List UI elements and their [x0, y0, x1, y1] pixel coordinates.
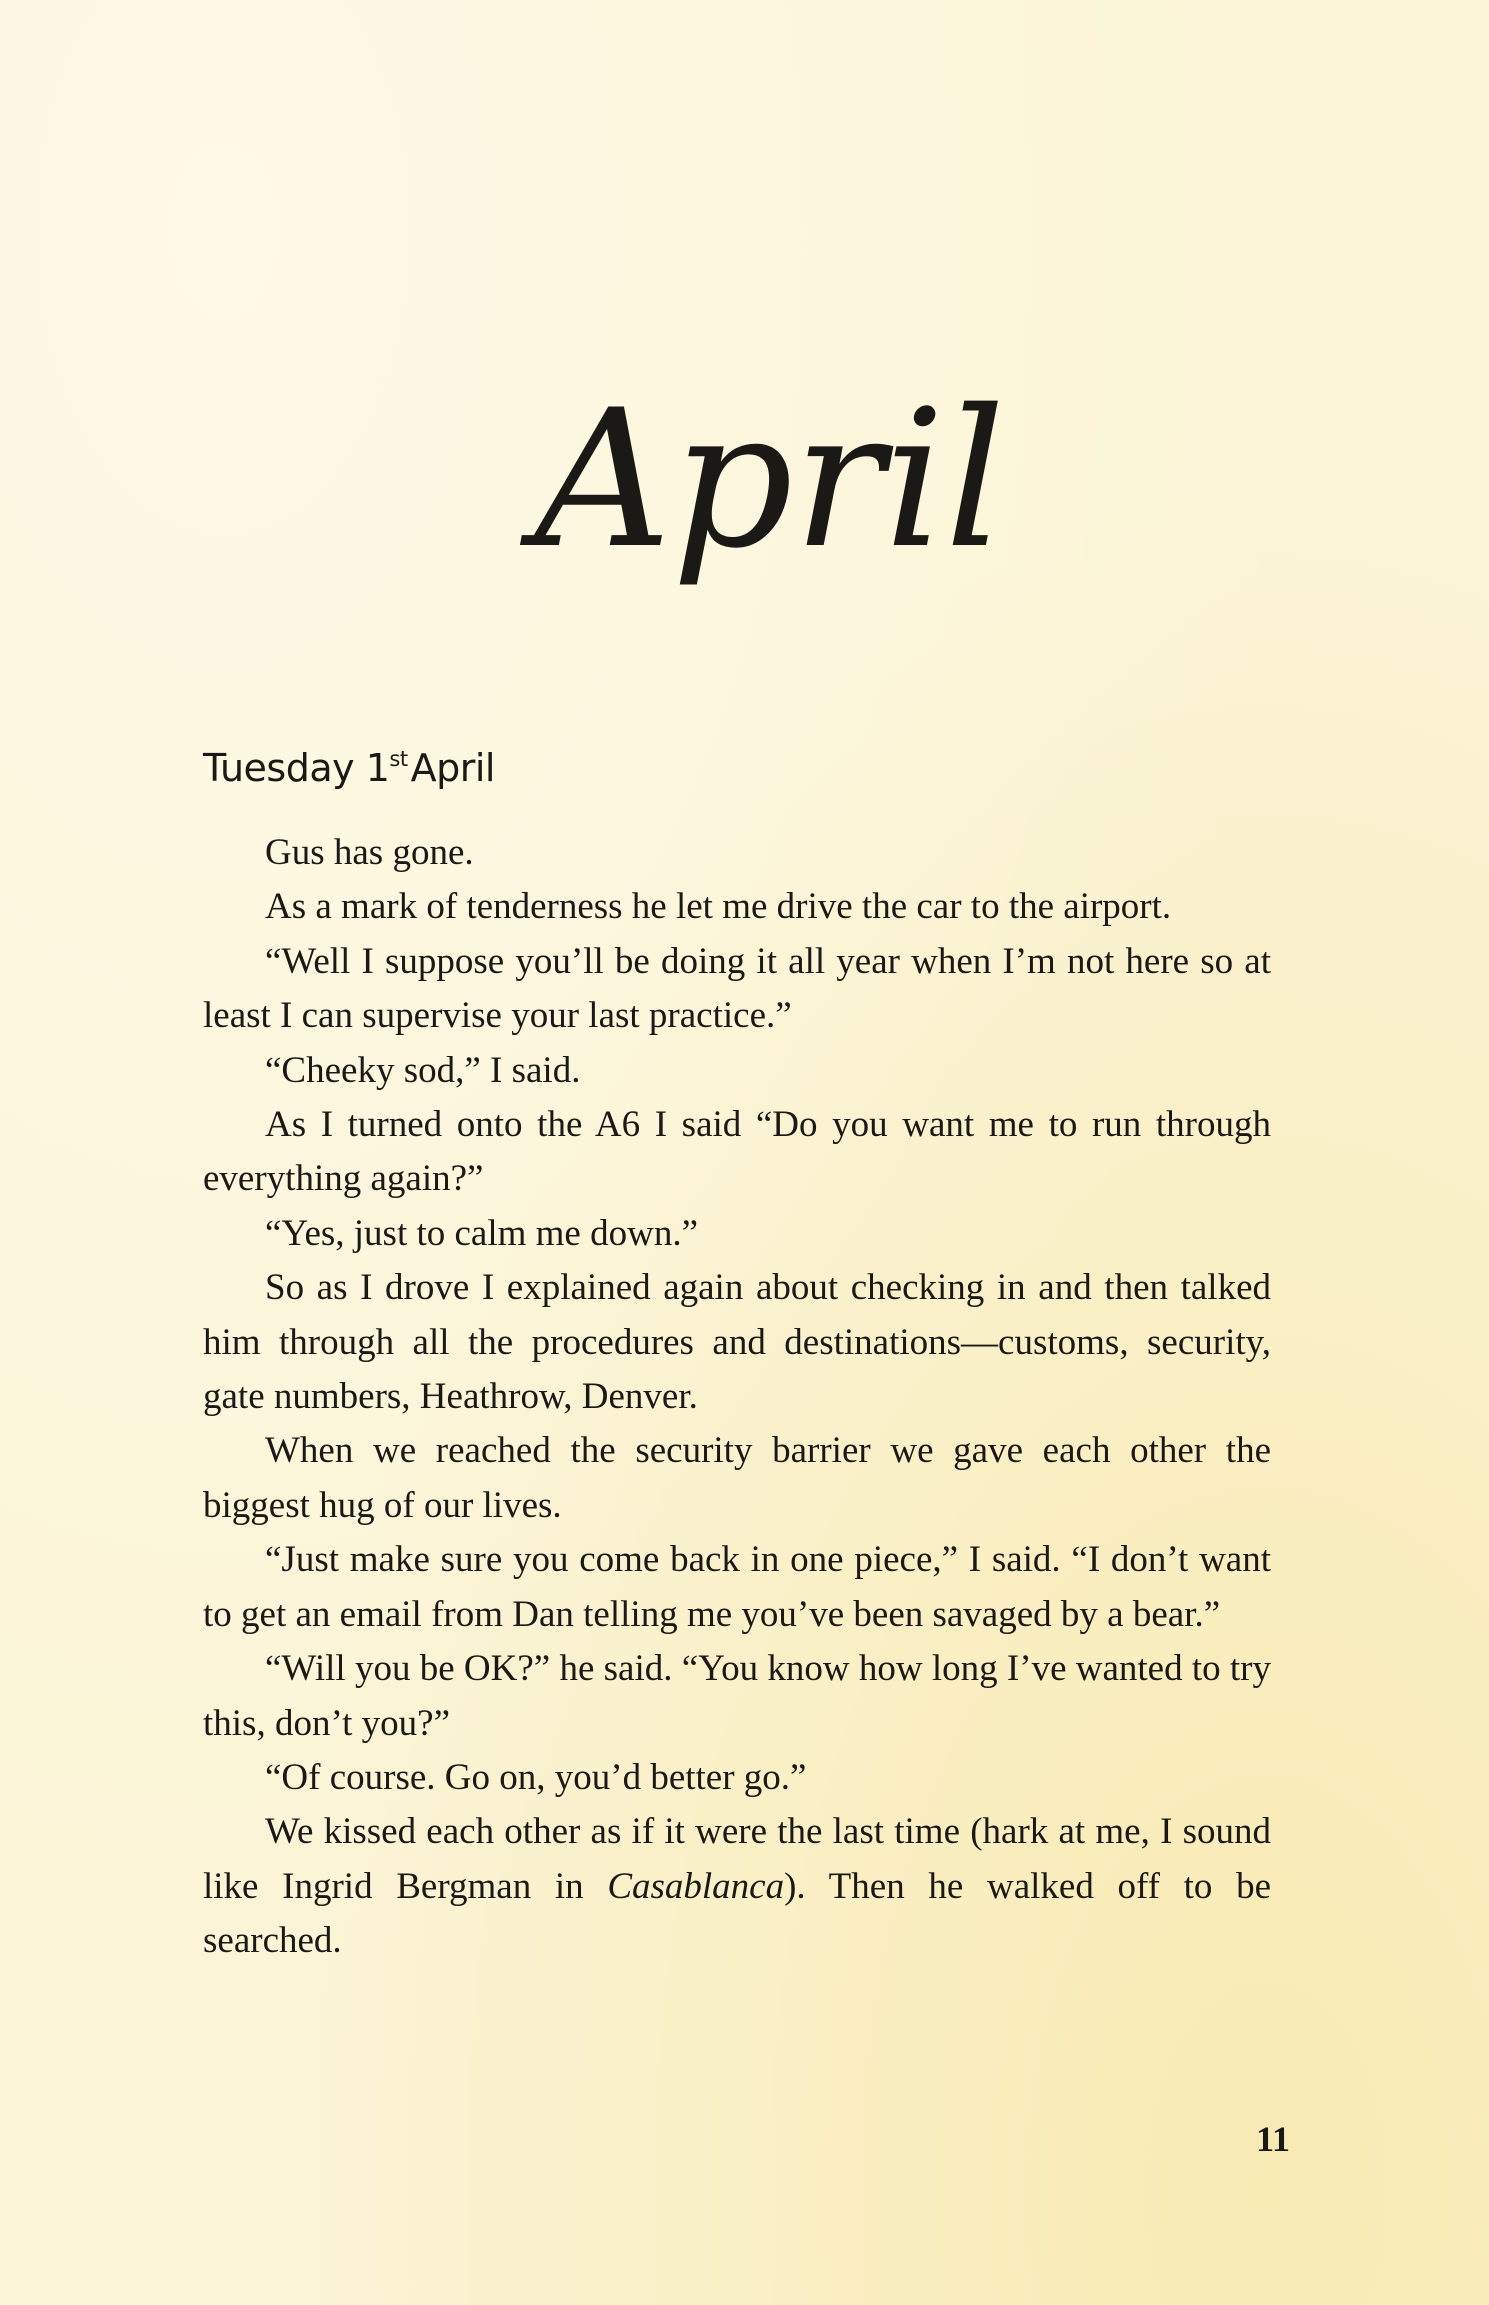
paragraph: As I turned onto the A6 I said “Do you want me to run through everything again?”: [203, 1104, 1271, 1200]
final-paragraph: [203, 1805, 1271, 1968]
final-paragraph-text-before: We kissed each other as if it were the last time (hark at me, I sound like Ingrid Bergman in: [203, 1811, 1271, 1907]
month-title-text: April: [534, 370, 1006, 590]
month-title-lettering: [520, 370, 1020, 630]
paragraph: Gus has gone.: [265, 832, 474, 873]
paragraph: “Yes, just to calm me down.”: [265, 1212, 698, 1254]
entry-body: [203, 826, 1271, 1969]
entry-date-number: 1: [365, 746, 390, 790]
paragraph: As a mark of tenderness he let me drive the car to the airport.: [265, 886, 1172, 928]
page-number: 11: [1255, 2119, 1290, 2159]
paragraph: “Just make sure you come back in one piece,” I said. “I don’t want to get an email from Dan telling me you’ve been savaged by a bear.”: [203, 1539, 1271, 1635]
entry-date-suffix: st: [389, 747, 408, 771]
month-title: [520, 370, 1020, 630]
entry-month: April: [410, 746, 495, 790]
film-title: Casablanca: [607, 1865, 785, 1907]
paragraph: “Well I suppose you’ll be doing it all year when I’m not here so at least I can supervise your last practice.”: [203, 940, 1271, 1037]
entry-day: Tuesday: [203, 746, 355, 790]
paragraph: “Cheeky sod,” I said.: [265, 1049, 581, 1091]
paragraph: “Of course. Go on, you’d better go.”: [265, 1756, 807, 1798]
paragraph: So as I drove I explained again about checking in and then talked him through all the procedures and destinations—customs, security, gate numbers, Heathrow, Denver.: [203, 1267, 1271, 1418]
paragraph: When we reached the security barrier we gave each other the biggest hug of our lives.: [203, 1430, 1271, 1526]
paragraph: “Will you be OK?” he said. “You know how long I’ve wanted to try this, don’t you?”: [203, 1648, 1271, 1744]
final-paragraph-text-after: ). Then he walked off to be searched.: [203, 1865, 1272, 1962]
entry-date-heading: [203, 746, 495, 790]
